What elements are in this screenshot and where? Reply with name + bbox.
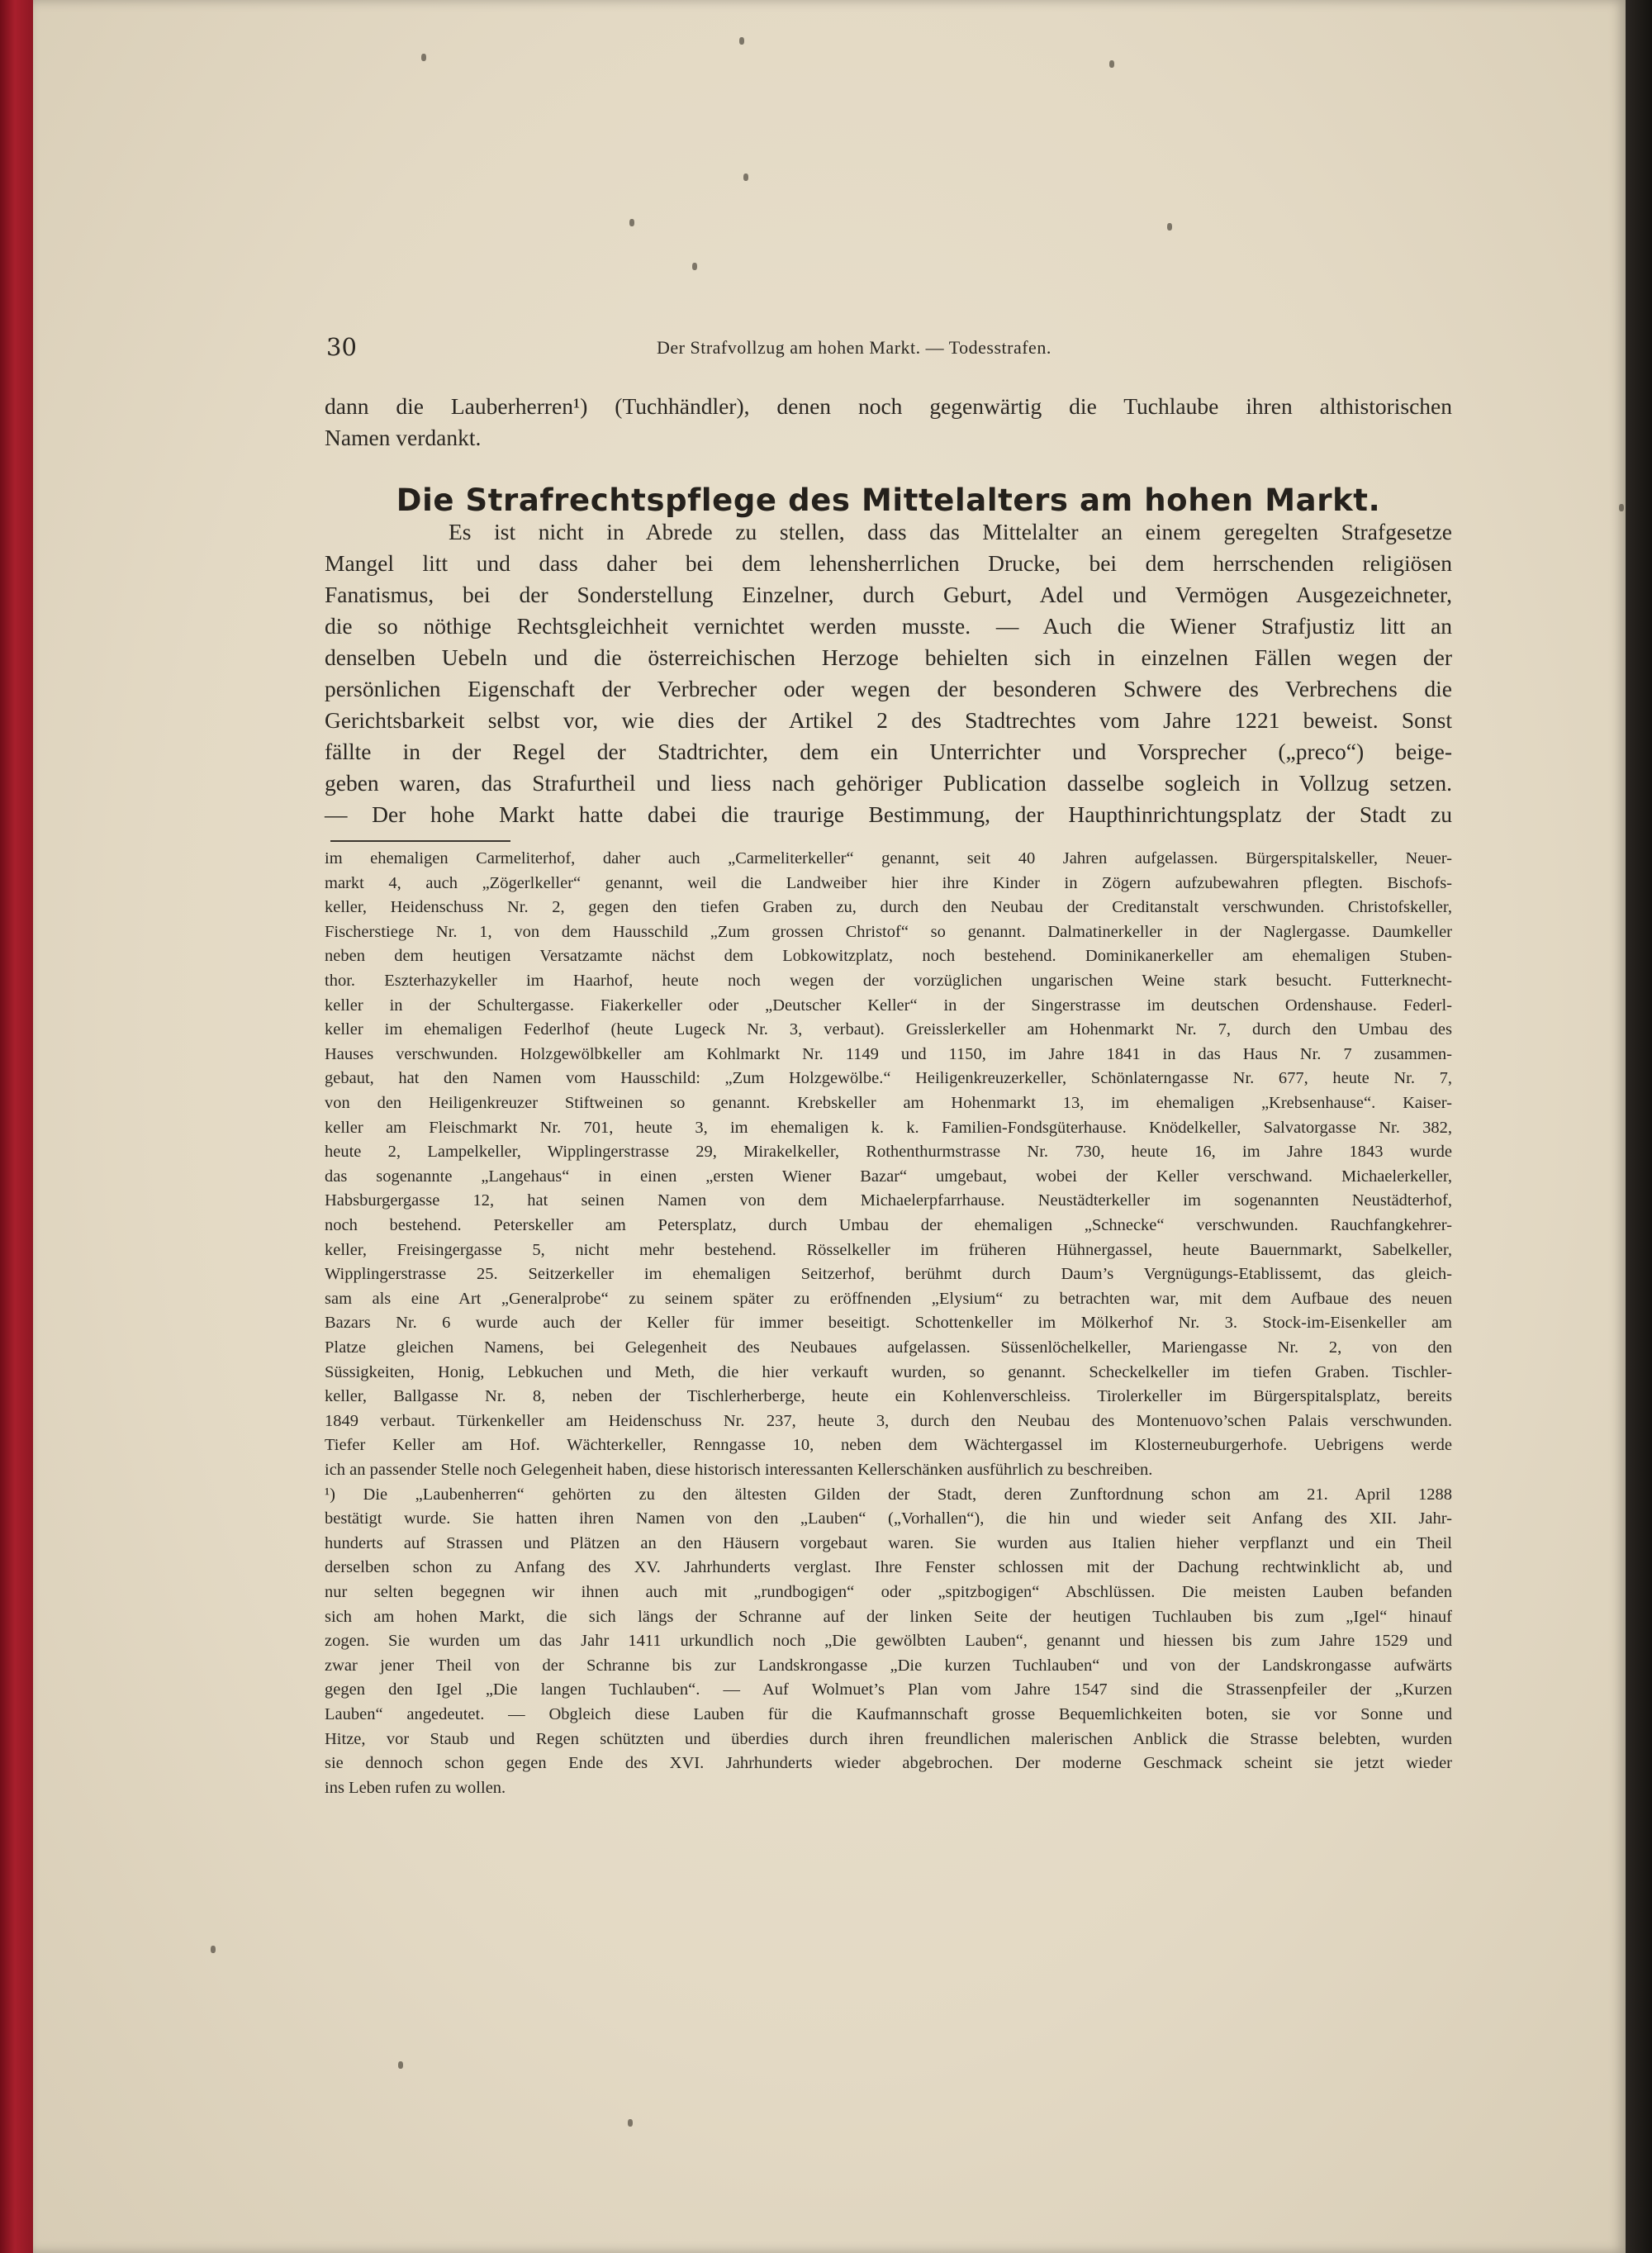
footnote-line: keller im ehemaligen Federlhof (heute Lugeck Nr. 3, verbaut). Greisslerkeller am Hohenmarkt Nr. 7, durch den Umbau des: [325, 1020, 1452, 1039]
footnote-line: markt 4, auch „Zögerlkeller“ genannt, weil die Landweiber hier ihre Kinder in Zögern aufzubewahren pflegten. Bischofs-: [325, 873, 1452, 892]
body-text-line: Es ist nicht in Abrede zu stellen, dass das Mittelalter an einem geregelten Strafgesetze: [449, 519, 1452, 544]
running-header-title: Der Strafvollzug am hohen Markt. — Todesstrafen.: [657, 337, 1051, 358]
footnote-line: im ehemaligen Carmeliterhof, daher auch „Carmeliterkeller“ genannt, seit 40 Jahren aufgelassen. Bürgerspitalskeller, Neuer-: [325, 849, 1452, 867]
footnote-line: das sogenannte „Langehaus“ in einen „ersten Wiener Bazar“ umgebaut, wobei der Keller verschwand. Michaelerkeller,: [325, 1167, 1452, 1186]
ink-speck: [1109, 60, 1114, 68]
body-text-line: — Der hohe Markt hatte dabei die traurige Bestimmung, der Haupthinrichtungsplatz der Stadt zu: [325, 801, 1452, 827]
book-binding-spine: [0, 0, 33, 2253]
section-heading: Die Strafrechtspflege des Mittelalters am hohen Markt.: [396, 482, 1381, 518]
footnote-line: zwar jener Theil von der Schranne bis zur Landskrongasse „Die kurzen Tuchlauben“ und von der Landskrongasse aufwärts: [325, 1656, 1452, 1675]
footnote-line: nur selten begegnen wir ihnen auch mit „rundbogigen“ oder „spitzbogigen“ Abschlüssen. Die meisten Lauben befanden: [325, 1583, 1452, 1601]
body-text-line: Fanatismus, bei der Sonderstellung Einzelner, durch Geburt, Adel und Vermögen Ausgezeichneter,: [325, 582, 1452, 607]
page-number: 30: [326, 333, 357, 361]
footnote-line: gegen den Igel „Die langen Tuchlauben“. — Auf Wolmuet’s Plan vom Jahre 1547 sind die Strassenpfeiler der „Kurzen: [325, 1680, 1452, 1699]
footnote-line: Fischerstiege Nr. 1, von dem Hausschild „Zum grossen Christof“ so genannt. Dalmatinerkeller in der Naglergasse. Daumkeller: [325, 922, 1452, 941]
footnote-line: Habsburgergasse 12, hat seinen Namen von dem Michaelerpfarrhause. Neustädterkeller im sogenannten Neustädterhof,: [325, 1191, 1452, 1210]
footnote-line: noch bestehend. Peterskeller am Petersplatz, durch Umbau der ehemaligen „Schnecke“ verschwunden. Rauchfangkehrer-: [325, 1216, 1452, 1234]
footnote-line: Tiefer Keller am Hof. Wächterkeller, Renngasse 10, neben dem Wächtergassel im Klosterneuburgerhofe. Uebrigens werde: [325, 1436, 1452, 1455]
footnote-line: hunderts auf Strassen und Plätzen an den Häusern vorgebaut waren. Sie wurden aus Italien hieher verpflanzt und ein Theil: [325, 1533, 1452, 1552]
footnote-line: Bazars Nr. 6 wurde auch der Keller für immer beseitigt. Schottenkeller im Mölkerhof Nr. 3. Stock-im-Eisenkeller am: [325, 1314, 1452, 1333]
footnote-line: derselben schon zu Anfang des XV. Jahrhunderts verglast. Ihre Fenster schlossen mit der Dachung rechtwinklicht ab, und: [325, 1558, 1452, 1577]
body-text-line: fällte in der Regel der Stadtrichter, dem ein Unterrichter und Vorsprecher („preco“) beige-: [325, 739, 1452, 764]
ink-speck: [628, 2119, 633, 2127]
ink-speck: [629, 219, 634, 226]
body-text-line: Gerichtsbarkeit selbst vor, wie dies der Artikel 2 des Stadtrechtes vom Jahre 1221 beweist. Sonst: [325, 707, 1452, 733]
footnote-line: keller, Ballgasse Nr. 8, neben der Tischlerherberge, heute ein Kohlenverschleiss. Tirolerkeller im Bürgerspitalsplatz, bereits: [325, 1387, 1452, 1406]
footnote-line: ¹) Die „Laubenherren“ gehörten zu den ältesten Gilden der Stadt, deren Zunftordnung schon am 21. April 1288: [325, 1485, 1452, 1504]
ink-speck: [1167, 223, 1172, 231]
footnote-line: 1849 verbaut. Türkenkeller am Heidenschuss Nr. 237, heute 3, durch den Neubau des Montenuovo’schen Palais verschwunden.: [325, 1411, 1452, 1430]
footnote-line: zogen. Sie wurden um das Jahr 1411 urkundlich noch „Die gewölbten Lauben“, genannt und hiessen bis zum Jahre 1529 und: [325, 1632, 1452, 1651]
footnote-line: keller, Heidenschuss Nr. 2, gegen den tiefen Graben zu, durch den Neubau der Creditanstalt verschwunden. Christofskeller,: [325, 898, 1452, 917]
footnote-separator: [330, 840, 510, 842]
footnote-line: Platze gleichen Namens, bei Gelegenheit des Neubaues aufgelassen. Süssenlöchelkeller, Mariengasse Nr. 2, von den: [325, 1338, 1452, 1357]
footnote-line: Wipplingerstrasse 25. Seitzerkeller im ehemaligen Seitzerhof, berühmt durch Daum’s Vergnügungs-Etablissemt, das gleich-: [325, 1265, 1452, 1284]
ink-speck: [211, 1946, 216, 1953]
footnote-line: ins Leben rufen zu wollen.: [325, 1778, 506, 1797]
running-header: [326, 335, 1450, 359]
footnote-line: Süssigkeiten, Honig, Lebkuchen und Meth, die hier verkauft wurden, so genannt. Scheckelkeller im tiefen Graben. Tischler-: [325, 1362, 1452, 1381]
ink-speck: [692, 263, 697, 270]
ink-speck: [743, 173, 748, 181]
body-text-line: die so nöthige Rechtsgleichheit vernichtet werden musste. — Auch die Wiener Strafjustiz litt an: [325, 613, 1452, 639]
footnote-line: sie dennoch schon gegen Ende des XVI. Jahrhunderts wieder abgebrochen. Der moderne Geschmack scheint sie jetzt wieder: [325, 1754, 1452, 1773]
footnote-line: Hauses verschwunden. Holzgewölbkeller am Kohlmarkt Nr. 1149 und 1150, im Jahre 1841 in das Haus Nr. 7 zusammen-: [325, 1044, 1452, 1063]
footnote-line: keller in der Schultergasse. Fiakerkeller oder „Deutscher Keller“ in der Singerstrasse im deutschen Ordenshause. Federl-: [325, 996, 1452, 1015]
body-text-line: geben waren, das Strafurtheil und liess nach gehöriger Publication dasselbe sogleich in Vollzug setzen.: [325, 770, 1452, 796]
footnote-line: Hitze, vor Staub und Regen schützten und überdies durch ihren freundlichen malerischen Anblick die Strasse belebten, wurden: [325, 1729, 1452, 1748]
footnote-line: keller, Freisingergasse 5, nicht mehr bestehend. Rösselkeller im früheren Hühnergassel, heute Bauernmarkt, Sabelkeller,: [325, 1240, 1452, 1259]
ink-speck: [1619, 504, 1624, 511]
footnote-line: von den Heiligenkreuzer Stiftweinen so genannt. Krebskeller am Hohenmarkt 13, im ehemaligen „Krebsenhause“. Kaiser-: [325, 1094, 1452, 1112]
footnote-line: sich am hohen Markt, die sich längs der Schranne auf der linken Seite der heutigen Tuchlauben bis zum „Igel“ hinauf: [325, 1607, 1452, 1626]
body-text-line: dann die Lauberherren¹) (Tuchhändler), denen noch gegenwärtig die Tuchlaube ihren althistorischen: [325, 393, 1452, 419]
footnote-line: gebaut, hat den Namen vom Hausschild: „Zum Holzgewölbe.“ Heiligenkreuzerkeller, Schönlaterngasse Nr. 677, heute Nr. 7,: [325, 1069, 1452, 1088]
footnote-line: keller am Fleischmarkt Nr. 701, heute 3, im ehemaligen k. k. Familien-Fondsgüterhause. Knödelkeller, Salvatorgasse Nr. 382,: [325, 1118, 1452, 1137]
footnote-line: heute 2, Lampelkeller, Wipplingerstrasse 29, Mirakelkeller, Rothenthurmstrasse Nr. 730, heute 16, im Jahre 1843 wurde: [325, 1143, 1452, 1162]
book-page-edge: [1626, 0, 1652, 2253]
body-text-line: denselben Uebeln und die österreichischen Herzoge behielten sich in einzelnen Fällen wegen der: [325, 644, 1452, 670]
footnote-line: bestätigt wurde. Sie hatten ihren Namen von den „Lauben“ („Vorhallen“), die hin und wieder seit Anfang des XII. Jahr-: [325, 1509, 1452, 1528]
footnote-line: neben dem heutigen Versatzamte nächst dem Lobkowitzplatz, noch bestehend. Dominikanerkeller am ehemaligen Stuben-: [325, 947, 1452, 966]
body-text-line: Namen verdankt.: [325, 425, 482, 450]
ink-speck: [421, 54, 426, 61]
ink-speck: [739, 37, 744, 45]
body-text-line: persönlichen Eigenschaft der Verbrecher oder wegen der besonderen Schwere des Verbrechens die: [325, 676, 1452, 701]
footnote-line: ich an passender Stelle noch Gelegenheit haben, diese historisch interessanten Kellerschänken ausführlich zu beschreiben.: [325, 1461, 1153, 1479]
footnote-line: sam als eine Art „Generalprobe“ zu seinem später zu eröffnenden „Elysium“ zu betrachten war, mit dem Aufbaue des neuen: [325, 1289, 1452, 1308]
footnote-line: thor. Eszterhazykeller im Haarhof, heute noch wegen der vorzüglichen ungarischen Weine stark besucht. Futterknecht-: [325, 972, 1452, 990]
ink-speck: [398, 2061, 403, 2069]
body-text-line: Mangel litt und dass daher bei dem lehensherrlichen Drucke, bei dem herrschenden religiösen: [325, 550, 1452, 576]
footnote-line: Lauben“ angedeutet. — Obgleich diese Lauben für die Kaufmannschaft grosse Bequemlichkeiten boten, sie vor Sonne und: [325, 1705, 1452, 1723]
